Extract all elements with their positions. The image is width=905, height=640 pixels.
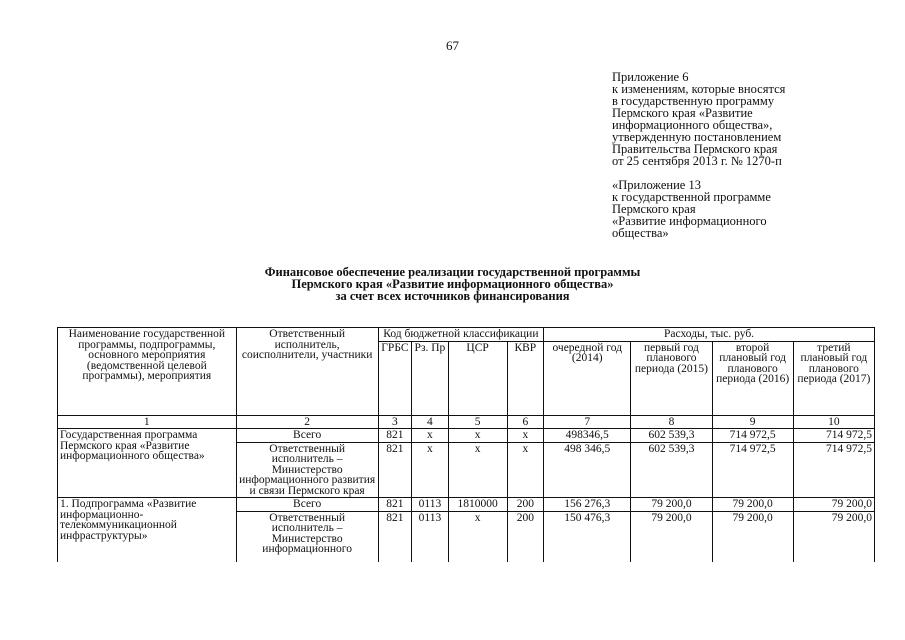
row-executor: Ответственный исполнитель – Министерство информационного [236,511,378,562]
row-name: Государственная программа Пермского края «Развитие информационного общества» [58,429,237,498]
header-grbs: ГРБС [378,341,411,415]
row-rzpr: х [412,442,449,498]
appendix13-line: к государственной программе [612,190,771,204]
page-number: 67 [446,38,459,53]
row-csr: х [448,429,507,443]
row-csr: 1810000 [448,498,507,512]
row-executor: Всего [236,498,378,512]
row-2014: 150 476,3 [544,511,631,562]
row-2016: 714 972,5 [712,429,793,443]
row-grbs: 821 [378,498,411,512]
row-grbs: 821 [378,429,411,443]
column-number-row [58,415,875,429]
appendix6-line: Правительства Пермского края [612,142,778,156]
header-2016: второй плановый год планового периода (2016) [712,341,793,415]
row-grbs: 821 [378,442,411,498]
row-rzpr: 0113 [412,498,449,512]
row-executor: Всего [236,429,378,443]
row-csr: х [448,442,507,498]
row-2015: 602 539,3 [631,442,712,498]
appendix6-line: Приложение 6 [612,70,689,84]
column-number: 3 [378,415,411,429]
table-header-row [58,328,875,342]
row-2017: 79 200,0 [793,498,874,512]
column-number: 2 [236,415,378,429]
row-grbs: 821 [378,511,411,562]
column-number: 9 [712,415,793,429]
row-2016: 714 972,5 [712,442,793,498]
title-line: за счет всех источников финансирования [335,289,570,303]
column-number: 10 [793,415,874,429]
row-2015: 79 200,0 [631,498,712,512]
header-budget-code: Код бюджетной классификации [378,328,543,342]
header-name: Наименование государственной программы, подпрограммы, основного мероприятия (ведомственной целевой программы), мероприятия [58,328,237,416]
row-rzpr: х [412,429,449,443]
row-2017: 79 200,0 [793,511,874,562]
row-2015: 79 200,0 [631,511,712,562]
row-kvr: х [507,429,544,443]
appendix6-line: Пермского края «Развитие [612,106,753,120]
column-number: 5 [448,415,507,429]
row-kvr: 200 [507,498,544,512]
row-csr: х [448,511,507,562]
title-line: Финансовое обеспечение реализации государственной программы [264,265,641,279]
column-number: 1 [58,415,237,429]
appendix6-line: в государственную программу [612,94,775,108]
column-number: 7 [544,415,631,429]
appendix13-line: «Приложение 13 [612,178,701,192]
row-name: 1. Подпрограмма «Развитие информационно-телекоммуникационной инфраструктуры» [58,498,237,562]
row-kvr: х [507,442,544,498]
document-title [0,266,905,302]
row-2014: 498 346,5 [544,442,631,498]
row-2017: 714 972,5 [793,429,874,443]
appendix6-line: информационного общества», [612,118,773,132]
appendix13-line: общества» [612,226,669,240]
appendix6-line: к изменениям, которые вносятся [612,82,786,96]
row-rzpr: 0113 [412,511,449,562]
appendix6-line: от 25 сентября 2013 г. № 1270-п [612,154,782,168]
appendix13-line: «Развитие информационного [612,214,767,228]
row-2017: 714 972,5 [793,442,874,498]
row-2016: 79 200,0 [712,498,793,512]
row-executor: Ответственный исполнитель – Министерство информационного развития и связи Пермского края [236,442,378,498]
table-row [58,429,875,443]
table-row [58,498,875,512]
column-number: 4 [412,415,449,429]
column-number: 6 [507,415,544,429]
row-2016: 79 200,0 [712,511,793,562]
appendix-note [612,71,892,239]
row-2015: 602 539,3 [631,429,712,443]
header-2014: очередной год (2014) [544,341,631,415]
row-kvr: 200 [507,511,544,562]
header-csr: ЦСР [448,341,507,415]
header-rzpr: Рз. Пр [412,341,449,415]
header-2015: первый год планового периода (2015) [631,341,712,415]
header-kvr: КВР [507,341,544,415]
row-2014: 498346,5 [544,429,631,443]
header-executor: Ответственный исполнитель, соисполнители, участники [236,328,378,416]
row-2014: 156 276,3 [544,498,631,512]
financing-table [57,327,875,562]
title-line: Пермского края «Развитие информационного общества» [291,277,614,291]
column-number: 8 [631,415,712,429]
appendix13-line: Пермского края [612,202,696,216]
header-2017: третий плановый год планового периода (2017) [793,341,874,415]
appendix6-line: утвержденную постановлением [612,130,782,144]
header-expenses: Расходы, тыс. руб. [544,328,875,342]
